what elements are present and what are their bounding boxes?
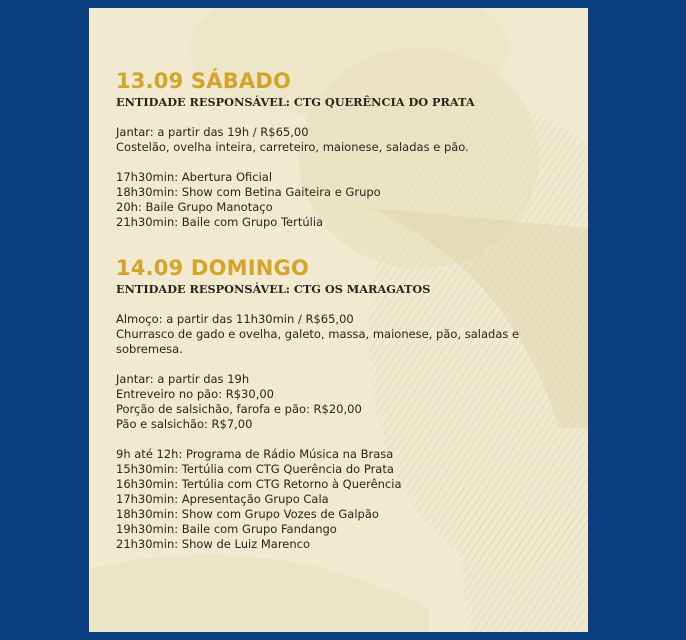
program-line: 18h30min: Show com Betina Gaiteira e Grupo xyxy=(116,185,381,199)
info-line: Porção de salsichão, farofa e pão: R$20,00 xyxy=(116,402,362,416)
program-line: 18h30min: Show com Grupo Vozes de Galpão xyxy=(116,507,379,521)
program-line: 21h30min: Baile com Grupo Tertúlia xyxy=(116,215,324,229)
program-line: 20h: Baile Grupo Manotaço xyxy=(116,200,273,214)
info-line: Almoço: a partir das 11h30min / R$65,00 xyxy=(116,312,354,326)
lunch-block xyxy=(116,312,566,357)
info-line: Jantar: a partir das 19h xyxy=(116,372,250,386)
program-line: 19h30min: Baile com Grupo Fandango xyxy=(116,522,337,536)
program-line: 9h até 12h: Programa de Rádio Música na Brasa xyxy=(116,447,394,461)
info-line: Jantar: a partir das 19h / R$65,00 xyxy=(116,125,309,139)
program-line: 17h30min: Abertura Oficial xyxy=(116,170,273,184)
program-line: 15h30min: Tertúlia com CTG Querência do Prata xyxy=(116,462,394,476)
responsible-entity: ENTIDADE RESPONSÁVEL: CTG QUERÊNCIA DO PRATA xyxy=(116,95,475,109)
day-section-saturday xyxy=(116,68,566,230)
dinner-block xyxy=(116,372,566,432)
day-section-sunday xyxy=(116,255,566,552)
day-title: 13.09 SÁBADO xyxy=(116,69,292,93)
program-block xyxy=(116,447,566,552)
info-line: Churrasco de gado e ovelha, galeto, massa, maionese, pão, saladas e xyxy=(116,327,520,341)
event-poster xyxy=(89,8,588,632)
program-line: 21h30min: Show de Luiz Marenco xyxy=(116,537,311,551)
day-title: 14.09 DOMINGO xyxy=(116,256,309,280)
program-line: 16h30min: Tertúlia com CTG Retorno à Querência xyxy=(116,477,402,491)
info-line: Pão e salsichão: R$7,00 xyxy=(116,417,253,431)
info-line: Entreveiro no pão: R$30,00 xyxy=(116,387,274,401)
info-line: sobremesa. xyxy=(116,342,183,356)
info-line: Costelão, ovelha inteira, carreteiro, maionese, saladas e pão. xyxy=(116,140,469,154)
dinner-block xyxy=(116,125,566,155)
program-line: 17h30min: Apresentação Grupo Cala xyxy=(116,492,329,506)
responsible-entity: ENTIDADE RESPONSÁVEL: CTG OS MARAGATOS xyxy=(116,282,431,296)
schedule-content xyxy=(116,68,566,552)
program-block xyxy=(116,170,566,230)
